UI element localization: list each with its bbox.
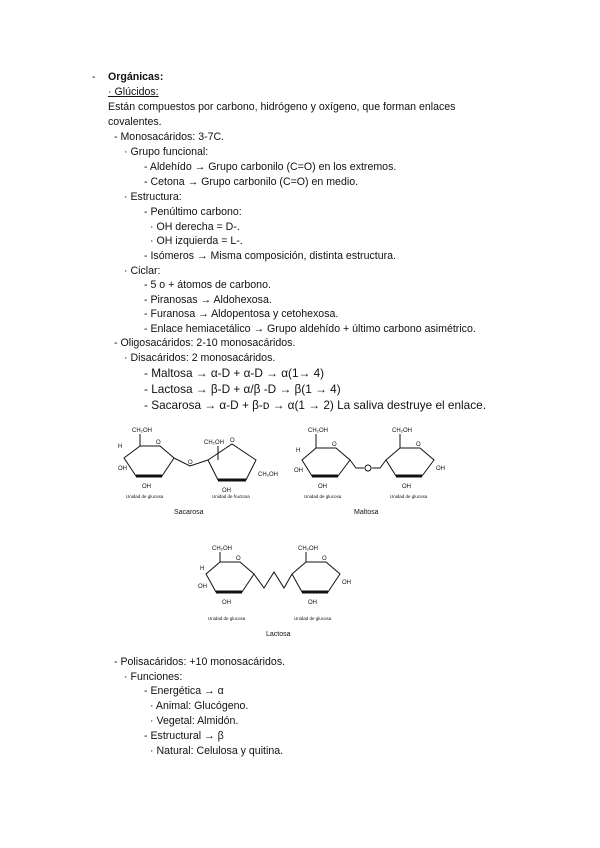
item-enlace-hemiacetalico: - Enlace hemiacetálico → Grupo aldehído + último carbono asimétrico. bbox=[144, 323, 476, 335]
text-intro-1: Están compuestos por carbono, hidrógeno y oxígeno, que forman enlaces bbox=[108, 101, 456, 113]
glucose-ring bbox=[292, 562, 340, 592]
oh-label: OH bbox=[318, 484, 327, 490]
h-label: H bbox=[296, 448, 301, 454]
galactose-ring bbox=[206, 562, 254, 592]
oh-label: OH bbox=[294, 468, 303, 474]
unidad-glucosa-label: Unidad de glucosa bbox=[126, 494, 164, 499]
item-sacarosa: - Sacarosa → α-D + β-ᴅ → α(1 → 2) La saliva destruye el enlace. bbox=[144, 398, 486, 412]
ch2oh-label: CH₂OH bbox=[392, 428, 412, 434]
h-label: H bbox=[118, 444, 123, 450]
item-vegetal: · Vegetal: Almidón. bbox=[150, 715, 239, 727]
h-label: H bbox=[200, 566, 205, 572]
item-polisacaridos: - Polisacáridos: +10 monosacáridos. bbox=[114, 656, 286, 668]
item-lactosa: - Lactosa → β-D + α/β -D → β(1 → 4) bbox=[144, 382, 341, 396]
item-energetica: - Energética → α bbox=[144, 685, 224, 697]
item-oh-derecha: · OH derecha = D-. bbox=[150, 221, 240, 233]
o-label: O bbox=[322, 556, 327, 562]
item-piranosas: - Piranosas → Aldohexosa. bbox=[144, 294, 272, 306]
maltosa-caption: Maltosa bbox=[354, 509, 379, 516]
ch2oh-label: CH₂OH bbox=[298, 546, 318, 552]
item-ciclar: · Ciclar: bbox=[124, 265, 161, 277]
item-animal: · Animal: Glucógeno. bbox=[150, 700, 249, 712]
unidad-glucosa-label: Unidad de glucosa bbox=[390, 494, 428, 499]
oh-label: OH bbox=[222, 600, 231, 606]
oh-label: OH bbox=[142, 484, 151, 490]
o-label: O bbox=[230, 438, 235, 444]
item-cetona: - Cetona → Grupo carbonilo (C=O) en medio. bbox=[144, 176, 359, 188]
glucose-ring bbox=[124, 446, 174, 476]
o-label: O bbox=[332, 442, 337, 448]
oh-label: OH bbox=[402, 484, 411, 490]
fructose-ring bbox=[208, 444, 256, 480]
item-aldehido: - Aldehído → Grupo carbonilo (C=O) en los extremos. bbox=[144, 161, 397, 173]
item-cinco-atomos: - 5 o + átomos de carbono. bbox=[144, 279, 271, 291]
item-disacaridos: · Disacáridos: 2 monosacáridos. bbox=[124, 352, 276, 364]
ch2oh-label: CH₂OH bbox=[258, 472, 278, 478]
item-grupo-funcional: · Grupo funcional: bbox=[124, 146, 209, 158]
ch2oh-label: CH₂OH bbox=[204, 440, 224, 446]
glucose-ring-left bbox=[302, 448, 350, 476]
o-label: O bbox=[236, 556, 241, 562]
item-estructural: - Estructural → β bbox=[144, 730, 224, 742]
oh-label: OH bbox=[118, 466, 127, 472]
item-isomeros: - Isómeros → Misma composición, distinta estructura. bbox=[144, 250, 396, 262]
oh-label: OH bbox=[436, 466, 445, 472]
oh-label: OH bbox=[222, 488, 231, 494]
item-natural: · Natural: Celulosa y quitina. bbox=[150, 745, 284, 757]
unidad-fructosa-label: Unidad de fructosa bbox=[212, 494, 250, 499]
heading-glucidos: · Glúcidos: bbox=[108, 86, 159, 98]
item-estructura: · Estructura: bbox=[124, 191, 182, 203]
lactosa-caption: Lactosa bbox=[266, 631, 291, 638]
ch2oh-label: CH₂OH bbox=[212, 546, 232, 552]
text-intro-2: covalentes. bbox=[108, 116, 162, 128]
item-oh-izquierda: · OH izquierda = L-. bbox=[150, 235, 243, 247]
item-penultimo: - Penúltimo carbono: bbox=[144, 206, 242, 218]
item-oligosacaridos: - Oligosacáridos: 2-10 monosacáridos. bbox=[114, 337, 296, 349]
bullet-organicas: - bbox=[92, 71, 96, 83]
sacarosa-caption: Sacarosa bbox=[174, 509, 204, 516]
item-monosacaridos: - Monosacáridos: 3-7C. bbox=[114, 131, 225, 143]
ch2oh-label: CH₂OH bbox=[308, 428, 328, 434]
maltosa-figure bbox=[292, 418, 464, 522]
o-label: O bbox=[188, 460, 193, 466]
item-maltosa: - Maltosa → α-D + α-D → α(1→ 4) bbox=[144, 366, 325, 380]
lactosa-figure bbox=[196, 544, 366, 646]
unidad-glucosa-label: Unidad de glucosa bbox=[304, 494, 342, 499]
oh-label: OH bbox=[308, 600, 317, 606]
heading-organicas: Orgánicas: bbox=[108, 71, 164, 83]
unidad-glucosa-label: Unidad de glucosa bbox=[294, 616, 332, 621]
glucose-ring-right bbox=[386, 448, 434, 476]
sacarosa-figure bbox=[112, 418, 294, 522]
unidad-glucosa-label: Unidad de glucosa bbox=[208, 616, 246, 621]
item-furanosa: - Furanosa → Aldopentosa y cetohexosa. bbox=[144, 308, 339, 320]
o-label: O bbox=[156, 440, 161, 446]
o-label: O bbox=[416, 442, 421, 448]
ch2oh-label: CH₂OH bbox=[132, 428, 152, 434]
oh-label: OH bbox=[342, 580, 351, 586]
item-funciones: · Funciones: bbox=[124, 671, 183, 683]
oh-label: OH bbox=[198, 584, 207, 590]
